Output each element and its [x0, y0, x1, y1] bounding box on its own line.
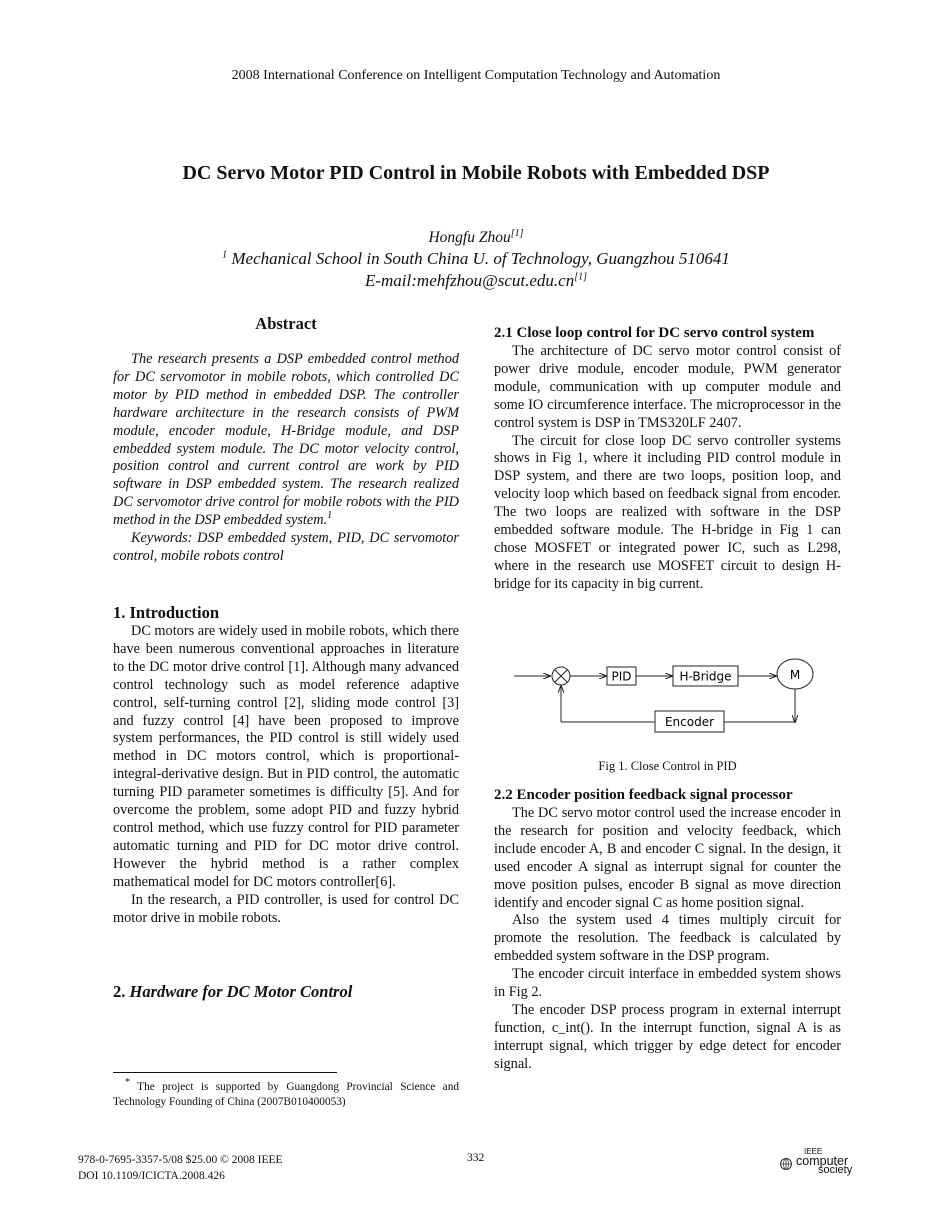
introduction-section [113, 603, 459, 927]
footer-isbn: 978-0-7695-3357-5/08 $25.00 © 2008 IEEE [78, 1154, 283, 1166]
intro-paragraph-1: DC motors are widely used in mobile robots, which there have been numerous conventional approaches in literature to the DC motor drive control [1]. Although many advanced control technology such as model reference adaptive control, self-turning control [2], sliding mode control [3] and fuzzy control [4] have been proposed to improve system performances, the PID control is still widely used method in DC motors control, which is proportional-integral-derivative design. But in PID control, the automatic turning PID parameter sometimes is difficulty [5]. And for overcome the problem, some adopt PID and fuzzy hybrid control method, which use fuzzy control for PID parameter automatic turning and PID for DC motor drive control. However the hybrid method is a rather complex mathematical model for DC motors controller[6]. [113, 623, 459, 890]
section2-number: 2. [113, 982, 130, 1001]
footer-publication-info [78, 1152, 283, 1184]
section-2-2-heading: 2.2 Encoder position feedback signal processor [494, 787, 793, 803]
footer-doi: DOI 10.1109/ICICTA.2008.426 [78, 1170, 225, 1182]
paper-title: DC Servo Motor PID Control in Mobile Robots with Embedded DSP [182, 162, 770, 184]
pid-label: PID [611, 669, 632, 684]
footnote [113, 1077, 459, 1110]
footnote-rule [113, 1072, 337, 1073]
affiliation-sup: 1 [222, 249, 228, 261]
affiliation-text: Mechanical School in South China U. of Technology, Guangzhou 510641 [231, 249, 730, 268]
section2-title: Hardware for DC Motor Control [129, 982, 353, 1001]
author-name: Hongfu Zhou [428, 229, 511, 246]
intro-paragraph-2: In the research, a PID controller, is used for control DC motor drive in mobile robots. [113, 891, 459, 926]
affiliation-line [0, 249, 952, 269]
logo-line-3: society [818, 1164, 853, 1176]
section-2-2 [494, 785, 841, 1074]
section-2-2-paragraph-4: The encoder DSP process program in external interrupt function, c_int(). In the interrupt function, signal A is as interrupt signal, which trigger by edge detect for encoder signal. [494, 1001, 841, 1072]
figure-1-caption: Fig 1. Close Control in PID [598, 759, 737, 773]
footnote-text: The project is supported by Guangdong Provincial Science and Technology Founding of China (2007B010400053) [113, 1081, 459, 1108]
section-2-1 [494, 323, 841, 594]
logo-line-1: IEEE [804, 1147, 823, 1156]
section-2-2-paragraph-1: The DC servo motor control used the increase encoder in the research for position and velocity feedback, which include encoder A, B and encoder C signal. In the design, it used encoder A signal as interrupt signal for counter the move position pulses, encoder B signal as move direction identify and encoder signal C as home position signal. [494, 805, 841, 911]
author-line [0, 229, 952, 247]
encoder-label: Encoder [664, 715, 715, 729]
abstract-text [113, 351, 459, 530]
email-line [0, 271, 952, 291]
section-2-2-paragraph-2: Also the system used 4 times multiply circuit for promote the resolution. The feedback is calculated by embedded system software in the DSP program. [494, 912, 841, 965]
page-number: 332 [467, 1152, 485, 1164]
section-2-2-paragraph-3: The encoder circuit interface in embedded system shows in Fig 2. [494, 966, 841, 1001]
ieee-computer-society-logo [778, 1147, 858, 1178]
abstract-sup: 1 [327, 510, 333, 522]
conference-header: 2008 International Conference on Intelligent Computation Technology and Automation [231, 68, 721, 83]
author-sup: [1] [510, 227, 524, 239]
email-sup: [1] [574, 271, 587, 283]
email-text: E-mail:mehfzhou@scut.edu.cn [364, 271, 575, 290]
section2-heading [113, 982, 459, 1002]
abstract-body: The research presents a DSP embedded control method for DC servomotor in mobile robots, which controlled DC motor by PID method in embedded DSP. The controller hardware architecture in the research consists of PWM module, encoder module, H-Bridge module, and DSP embedded system module. The DC motor velocity control, position control and current control are work by PID software in DSP embedded system. The research realized DC servomotor drive control for mobile robots with the PID method in the DSP embedded system. [113, 351, 459, 529]
abstract-heading: Abstract [255, 314, 317, 333]
keywords: Keywords: DSP embedded system, PID, DC servomotor control, mobile robots control [113, 530, 459, 564]
hbridge-label: H-Bridge [679, 669, 732, 684]
figure-1-diagram [510, 654, 840, 744]
section-2-1-heading: 2.1 Close loop control for DC servo control system [494, 325, 815, 341]
logo-line-2: computer [796, 1154, 849, 1168]
abstract-block [113, 351, 459, 566]
summing-junction-icon [552, 667, 570, 685]
section-2-1-paragraph-1: The architecture of DC servo motor control consist of power drive module, encoder module, PWM generator module, communication with up computer module and some IO circumference interface. The microprocessor in the control system is DSP in TMS320LF 2407. [494, 343, 841, 431]
motor-label: M [789, 668, 801, 682]
section-2-1-paragraph-2: The circuit for close loop DC servo controller systems shows in Fig 1, where it including PID control module in DSP system, and there are two loops, position loop, and velocity loop which based on feedback signal from encoder. The two loops are realized with software in the DSP embedded software module. The H-bridge in Fig 1 can chose MOSFET or integrated power IC, such as L298, where in the research use MOSFET circuit to design H-bridge for its capacity in big current. [494, 432, 841, 592]
footnote-mark: * [125, 1077, 130, 1089]
introduction-heading: 1. Introduction [113, 603, 220, 622]
